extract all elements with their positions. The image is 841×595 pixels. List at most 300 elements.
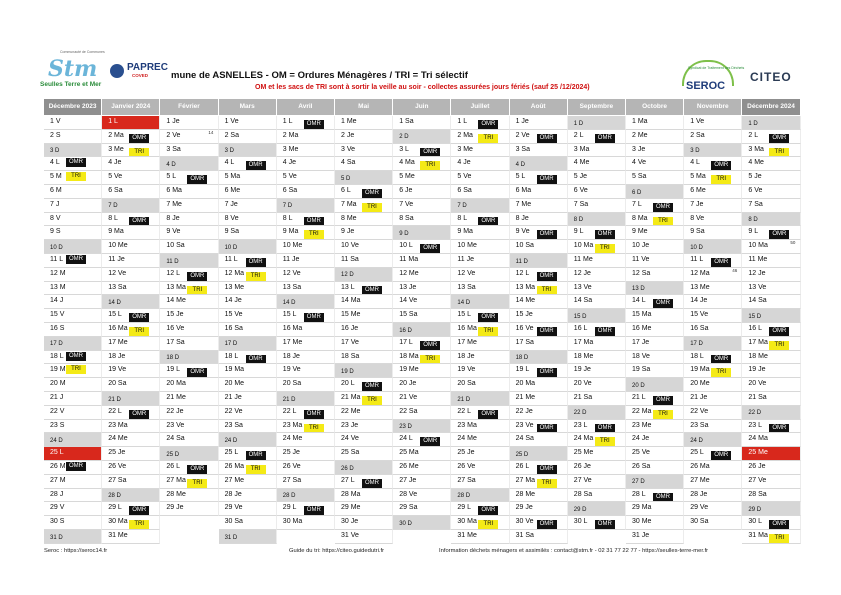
omr-badge: OMR (420, 341, 440, 350)
day-label: 2 S (50, 131, 61, 139)
day-label: 5 Ve (457, 173, 472, 181)
day-label: 25 D (515, 451, 529, 458)
day-label: 2 L (573, 131, 584, 139)
month-column (568, 99, 631, 545)
day-cell (277, 461, 335, 475)
day-label: 29 Ve (690, 504, 709, 512)
day-label: 9 Sa (690, 228, 705, 236)
day-cell (510, 530, 568, 544)
day-label: 3 Ma (748, 145, 764, 153)
day-cell (393, 213, 451, 227)
day-cell (44, 447, 102, 461)
omr-badge: OMR (478, 506, 498, 515)
day-label: 26 Ma (224, 463, 245, 470)
day-cell (393, 185, 451, 199)
day-cell (510, 406, 568, 420)
day-cell (219, 323, 277, 337)
day-label: 25 Je (457, 449, 475, 457)
day-label: 20 Me (690, 380, 710, 388)
day-cell (451, 185, 509, 199)
day-label: 15 Me (341, 311, 361, 319)
day-cell (568, 254, 626, 268)
day-cell (219, 254, 277, 268)
omr-badge: OMR (769, 327, 789, 336)
day-cell (44, 226, 102, 240)
day-label: 8 Ve (690, 214, 705, 222)
day-cell (277, 213, 335, 227)
day-cell (393, 392, 451, 406)
day-label: 18 Me (573, 352, 594, 360)
omr-badge: OMR (246, 451, 266, 460)
day-label: 7 Je (224, 200, 238, 208)
day-cell (219, 530, 277, 544)
day-label: 20 Ma (166, 380, 186, 388)
day-cell (44, 130, 102, 144)
day-cell (44, 323, 102, 337)
day-cell (219, 378, 277, 392)
day-label: 12 L (515, 269, 530, 277)
day-cell (510, 337, 568, 351)
day-label: 3 D (50, 148, 60, 155)
day-cell (277, 254, 335, 268)
day-cell (510, 254, 568, 268)
day-cell (626, 295, 684, 309)
day-label: 16 Je (341, 325, 359, 332)
day-label: 21 Sa (573, 394, 593, 401)
day-cell (393, 295, 451, 309)
day-label: 21 Sa (748, 394, 767, 401)
day-label: 22 L (457, 407, 472, 415)
day-cell (335, 323, 393, 337)
day-label: 18 L (50, 352, 64, 360)
day-cell (451, 502, 509, 516)
day-cell (219, 282, 277, 296)
day-cell (568, 378, 626, 392)
day-label: 16 Ve (166, 325, 185, 332)
day-label: 3 L (399, 145, 409, 153)
day-cell (160, 144, 218, 158)
day-cell (742, 406, 800, 420)
day-cell (568, 199, 626, 213)
day-label: 13 Ma (515, 283, 536, 291)
day-label: 1 Je (515, 118, 529, 125)
day-cell (451, 337, 509, 351)
day-cell (626, 282, 684, 296)
day-label: 6 Ma (166, 187, 182, 194)
day-label: 20 Ve (573, 380, 592, 388)
day-label: 22 V (50, 407, 65, 415)
omr-badge: OMR (304, 506, 324, 515)
day-cell (451, 447, 509, 461)
tri-badge: TRI (478, 134, 498, 143)
day-cell (684, 116, 742, 130)
day-cell (335, 433, 393, 447)
day-label: 7 Ma (341, 200, 357, 208)
day-label: 10 D (50, 244, 63, 251)
day-cell (160, 323, 218, 337)
collection-calendar (44, 99, 800, 545)
footer-contact[interactable]: Information déchets ménagers et assimilés : contact@stm.fr - 02 31 77 22 77 - https://seulles-terre-mer.fr (439, 548, 709, 554)
day-cell (393, 199, 451, 213)
tri-badge: TRI (362, 396, 382, 405)
omr-badge: OMR (478, 410, 498, 419)
omr-badge: OMR (537, 465, 557, 474)
day-cell (277, 185, 335, 199)
day-cell (219, 240, 277, 254)
day-cell (684, 185, 742, 199)
day-label: 9 Ma (108, 228, 124, 236)
month-header: Décembre 2024 (742, 99, 800, 115)
omr-badge: OMR (304, 313, 324, 322)
omr-badge: OMR (187, 272, 207, 281)
tri-badge: TRI (653, 217, 673, 226)
omr-badge: OMR (769, 520, 789, 529)
omr-badge: OMR (537, 327, 557, 336)
day-label: 23 Ma (457, 421, 477, 429)
month-column (451, 99, 514, 545)
day-label: 4 Je (457, 159, 471, 167)
day-cell (510, 447, 568, 461)
day-cell (335, 295, 393, 309)
day-cell (684, 516, 742, 530)
day-label: 13 Ma (166, 283, 186, 291)
day-cell (160, 199, 218, 213)
omr-badge: OMR (769, 424, 789, 433)
day-label: 4 Je (282, 159, 297, 167)
day-cell (684, 213, 742, 227)
omr-badge: OMR (420, 437, 440, 446)
day-cell (684, 295, 742, 309)
omr-badge: OMR (129, 134, 149, 143)
day-label: 16 Ma (282, 325, 303, 332)
omr-badge: OMR (304, 217, 324, 226)
day-label: 10 Me (282, 242, 303, 250)
day-cell (44, 309, 102, 323)
day-label: 25 L (224, 449, 239, 457)
omr-badge: OMR (653, 493, 673, 502)
day-cell (684, 420, 742, 434)
day-cell (219, 226, 277, 240)
day-cell (684, 378, 742, 392)
day-cell (568, 323, 626, 337)
day-label: 10 Ma (573, 242, 594, 250)
day-cell (335, 351, 393, 365)
day-label: 18 Je (457, 352, 475, 360)
day-label: 6 Ve (573, 187, 588, 194)
day-cell (510, 226, 568, 240)
day-label: 10 Sa (166, 242, 185, 250)
day-cell (393, 268, 451, 282)
omr-badge: OMR (711, 161, 731, 170)
paprec-mark-icon (110, 64, 124, 78)
day-label: 16 Ve (515, 325, 534, 332)
day-cell (626, 337, 684, 351)
footer-seroc-link[interactable]: Seroc : https://seroc14.fr (44, 548, 108, 554)
omr-badge: OMR (769, 230, 789, 239)
day-label: 11 Me (748, 256, 768, 263)
day-cell (160, 240, 218, 254)
omr-badge: OMR (478, 217, 498, 226)
day-label: 15 L (282, 311, 297, 319)
omr-badge: OMR (537, 520, 557, 529)
omr-badge: OMR (595, 230, 615, 239)
day-label: 7 Sa (573, 200, 589, 208)
day-label: 5 Ma (690, 173, 706, 181)
day-cell (102, 475, 160, 489)
day-label: 16 D (399, 327, 412, 334)
omr-badge: OMR (653, 299, 673, 308)
day-label: 19 Ma (690, 366, 710, 374)
day-cell (451, 489, 509, 503)
day-cell (44, 282, 102, 296)
day-cell (684, 309, 742, 323)
omr-badge: OMR (129, 313, 149, 322)
day-label: 1 D (573, 120, 584, 127)
month-header: Décembre 2023 (44, 99, 102, 115)
day-label: 26 Je (573, 463, 591, 470)
day-cell (510, 516, 568, 530)
day-label: 2 Sa (690, 131, 705, 139)
day-cell (160, 185, 218, 199)
day-label: 6 Me (224, 187, 241, 194)
day-cell (219, 516, 277, 530)
day-label: 4 L (224, 159, 235, 167)
day-label: 18 L (224, 352, 239, 360)
day-cell (510, 323, 568, 337)
day-label: 1 Me (341, 118, 357, 125)
omr-badge: OMR (246, 355, 266, 364)
day-label: 16 Ma (457, 325, 477, 332)
tri-badge: TRI (420, 161, 440, 170)
week-number: 14 (208, 129, 214, 135)
tri-badge: TRI (769, 534, 789, 543)
day-cell (160, 351, 218, 365)
day-cell (219, 364, 277, 378)
day-label: 4 Me (748, 159, 764, 167)
day-label: 17 D (224, 341, 238, 348)
day-label: 13 Sa (108, 283, 127, 291)
day-label: 12 Ve (282, 269, 301, 277)
day-cell (510, 502, 568, 516)
tri-badge: TRI (304, 230, 324, 239)
day-cell (451, 268, 509, 282)
day-cell (277, 433, 335, 447)
day-label: 31 Me (457, 532, 477, 539)
tri-badge: TRI (187, 479, 207, 488)
day-label: 7 D (282, 203, 293, 210)
omr-badge: OMR (478, 313, 498, 322)
day-label: 14 Sa (748, 297, 767, 305)
day-cell (160, 130, 218, 144)
day-label: 28 L (632, 490, 646, 498)
day-label: 30 Ve (515, 518, 534, 526)
day-cell (510, 461, 568, 475)
day-label: 6 L (341, 187, 351, 194)
day-cell (626, 130, 684, 144)
day-cell (219, 447, 277, 461)
day-label: 13 M (50, 283, 66, 291)
day-label: 24 Sa (515, 435, 534, 443)
day-cell (742, 489, 800, 503)
day-cell (626, 171, 684, 185)
day-cell (160, 171, 218, 185)
day-cell (568, 351, 626, 365)
day-cell (684, 323, 742, 337)
day-label: 14 Me (166, 297, 186, 305)
day-cell (335, 226, 393, 240)
day-label: 1 L (457, 118, 468, 125)
tri-badge: TRI (537, 479, 557, 488)
day-cell (277, 489, 335, 503)
day-cell (335, 406, 393, 420)
day-label: 8 D (748, 217, 758, 224)
day-cell (219, 213, 277, 227)
day-cell (44, 116, 102, 130)
day-label: 16 Me (632, 325, 652, 332)
day-cell (510, 282, 568, 296)
day-label: 1 Ma (632, 118, 648, 125)
day-cell (626, 406, 684, 420)
omr-badge: OMR (595, 424, 615, 433)
omr-badge: OMR (129, 217, 149, 226)
day-cell (451, 213, 509, 227)
day-label: 15 L (457, 311, 472, 319)
day-label: 11 Je (457, 256, 474, 263)
day-label: 17 D (690, 341, 703, 348)
omr-badge: OMR (66, 462, 86, 471)
day-label: 26 Ve (282, 463, 301, 470)
day-cell (219, 268, 277, 282)
day-label: 7 D (108, 203, 118, 210)
day-label: 21 Je (224, 394, 242, 401)
day-label: 6 Sa (282, 187, 298, 194)
day-label: 10 Me (457, 242, 477, 250)
day-label: 4 D (515, 161, 525, 168)
day-label: 21 D (282, 396, 296, 403)
day-cell (277, 295, 335, 309)
day-label: 22 Ve (690, 407, 709, 415)
day-cell (335, 185, 393, 199)
day-label: 24 L (399, 435, 413, 443)
day-cell (44, 530, 102, 544)
day-cell (102, 226, 160, 240)
day-cell (160, 420, 218, 434)
day-cell (44, 144, 102, 158)
day-cell (393, 516, 451, 530)
day-label: 24 Me (108, 435, 128, 443)
month-header: Mai (335, 99, 393, 115)
day-label: 27 D (632, 479, 645, 486)
day-cell (219, 157, 277, 171)
day-label: 30 Me (632, 518, 652, 526)
day-cell (684, 240, 742, 254)
day-cell (219, 406, 277, 420)
day-cell (393, 240, 451, 254)
month-column (510, 99, 573, 545)
day-label: 21 D (108, 396, 121, 403)
day-label: 19 Je (748, 366, 766, 374)
day-label: 25 D (166, 451, 180, 458)
day-cell (626, 447, 684, 461)
day-label: 24 Sa (166, 435, 185, 443)
month-header: Août (510, 99, 568, 115)
day-cell (44, 199, 102, 213)
day-cell (335, 268, 393, 282)
day-label: 6 Sa (108, 187, 123, 194)
day-label: 16 L (748, 325, 763, 332)
day-label: 5 Ve (282, 173, 297, 181)
day-label: 20 Sa (282, 380, 302, 388)
day-label: 21 Je (690, 394, 708, 401)
day-cell (568, 268, 626, 282)
day-label: 11 Sa (341, 256, 359, 263)
day-cell (102, 502, 160, 516)
day-label: 27 Sa (282, 476, 302, 484)
day-label: 2 Ve (166, 131, 181, 139)
omr-badge: OMR (711, 355, 731, 364)
tri-badge: TRI (187, 286, 207, 295)
day-cell (742, 378, 800, 392)
footer-guide-link[interactable]: Guide du tri: https://citeo.guidedutri.fr (289, 548, 385, 554)
day-cell (160, 364, 218, 378)
day-cell (626, 392, 684, 406)
day-label: 30 Sa (224, 518, 243, 526)
day-label: 20 Ve (748, 380, 767, 388)
day-cell (277, 309, 335, 323)
omr-badge: OMR (595, 520, 615, 529)
day-label: 15 Je (166, 311, 184, 319)
day-label: 11 D (515, 258, 528, 265)
day-label: 5 Je (748, 173, 762, 181)
day-label: 31 Je (632, 532, 650, 539)
day-cell (219, 433, 277, 447)
day-label: 22 Sa (399, 407, 418, 415)
day-cell (335, 171, 393, 185)
day-label: 15 V (50, 311, 65, 319)
day-cell (102, 199, 160, 213)
day-cell (44, 461, 102, 475)
day-cell (277, 364, 335, 378)
omr-badge: OMR (246, 258, 266, 267)
day-cell (568, 420, 626, 434)
day-label: 31 Ve (341, 532, 359, 539)
day-label: 21 D (457, 396, 471, 403)
day-label: 22 D (573, 410, 587, 417)
day-cell (626, 309, 684, 323)
day-cell (626, 157, 684, 171)
day-label: 19 D (341, 368, 354, 375)
day-cell (277, 240, 335, 254)
day-label: 10 Me (108, 242, 128, 250)
day-label: 5 Ve (108, 173, 123, 181)
day-label: 27 Sa (457, 476, 476, 484)
day-label: 23 Ma (282, 421, 303, 429)
day-cell (160, 502, 218, 516)
day-cell (742, 254, 800, 268)
omr-badge: OMR (711, 451, 731, 460)
omr-badge: OMR (187, 175, 207, 184)
day-cell (102, 351, 160, 365)
week-number: 50 (790, 240, 796, 246)
month-column (684, 99, 747, 545)
day-cell (684, 337, 742, 351)
omr-badge: OMR (653, 396, 673, 405)
logo-paprec-subtitle: COVED (132, 73, 149, 78)
day-cell (277, 516, 335, 530)
day-label: 11 L (690, 256, 704, 263)
day-cell (160, 226, 218, 240)
day-cell (335, 254, 393, 268)
